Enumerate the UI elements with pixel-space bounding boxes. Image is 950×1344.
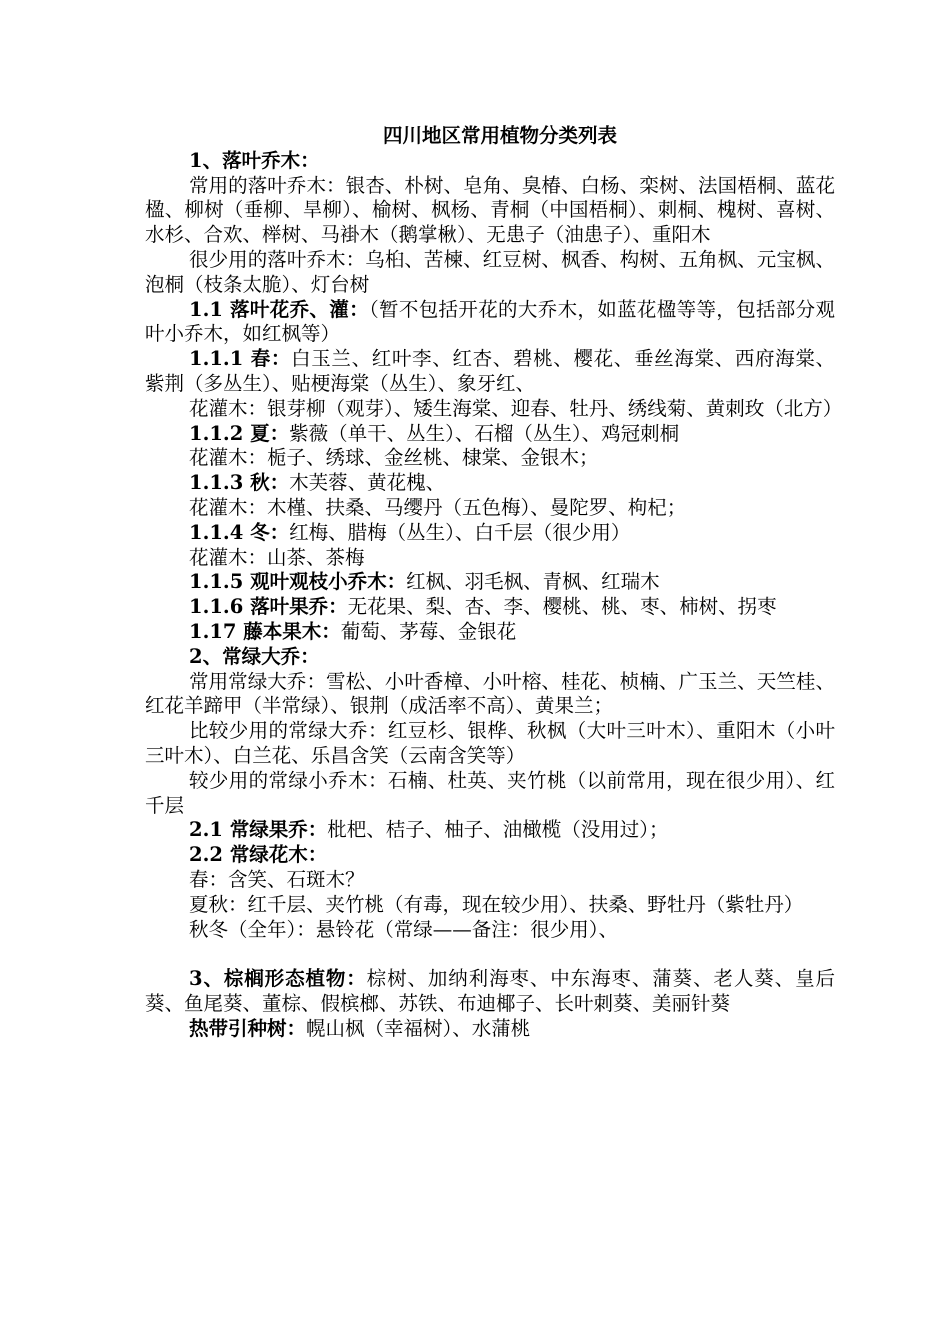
document-title: 四川地区常用植物分类列表 <box>382 124 617 147</box>
common-deciduous-trees: 常用的落叶乔木：银杏、朴树、皂角、臭椿、白杨、栾树、法国梧桐、蓝花楹、柳树（垂柳、旱柳）、榆树、枫杨、青桐（中国梧桐）、刺桐、槐树、喜树、水杉、合欢、榉树、马褂木（鹅掌楸）、无患子（油患子）、重阳木 <box>145 173 835 247</box>
evergreen-spring-flowers: 春：含笑、石斑木？ <box>189 867 365 891</box>
section-2-heading <box>145 645 835 670</box>
section-1-1-2 <box>145 422 835 447</box>
section-1-1-5-label: 1.1.5 观叶观枝小乔木： <box>189 570 407 594</box>
section-1-1-label: 1.1 落叶花乔、灌： <box>189 297 369 321</box>
section-1-1-1-text: 白玉兰、红叶李、红杏、碧桃、樱花、垂丝海棠、西府海棠、紫荆（多丛生）、贴梗海棠（丛生）、象牙红、 <box>145 347 835 395</box>
section-1-1-6-text: 无花果、梨、杏、李、樱桃、桃、枣、柿树、拐枣 <box>347 595 777 619</box>
section-3-label: 3、棕榈形态植物： <box>189 967 367 991</box>
section-2-1-text: 枇杷、桔子、柚子、油橄榄（没用过）； <box>327 818 669 842</box>
section-1-1-4-label: 1.1.4 冬： <box>189 520 290 544</box>
section-2-2-heading <box>145 843 835 868</box>
section-1-label: 1、落叶乔木： <box>189 148 320 172</box>
document-page <box>145 124 843 1041</box>
winter-shrubs: 花灌木：山茶、茶梅 <box>189 545 365 569</box>
section-1-1-3-text: 木芙蓉、黄花槐、 <box>289 471 446 495</box>
section-3 <box>145 967 835 1017</box>
section-1-1-4 <box>145 521 835 546</box>
common-evergreen-trees: 常用常绿大乔：雪松、小叶香樟、小叶榕、桂花、桢楠、广玉兰、天竺桂、红花羊蹄甲（半常绿）、银荆（成活率不高）、黄果兰； <box>145 669 835 718</box>
section-1-1-5 <box>145 570 835 595</box>
tropical-trees-text: 幌山枫（幸福树）、水蒲桃 <box>306 1016 531 1040</box>
section-2-label: 2、常绿大乔： <box>189 644 320 668</box>
tropical-trees <box>145 1017 835 1042</box>
section-2-1-label: 2.1 常绿果乔： <box>189 818 328 842</box>
section-1-17 <box>145 620 835 645</box>
section-1-1-1 <box>145 347 835 397</box>
evergreen-autumn-flowers: 秋冬（全年）：悬铃花（常绿——备注：很少用）、 <box>189 917 619 941</box>
summer-shrubs: 花灌木：栀子、绣球、金丝桃、棣棠、金银木； <box>189 446 599 470</box>
section-1-17-label: 1.17 藤本果木： <box>189 619 341 643</box>
section-1-1-2-label: 1.1.2 夏： <box>189 421 290 445</box>
section-1-1-text: （暂不包括开花的大乔木，如蓝花楹等等，包括部分观叶小乔木，如红枫等） <box>145 297 835 346</box>
section-1-1-5-text: 红枫、羽毛枫、青枫、红瑞木 <box>406 570 660 594</box>
section-1-1-1-label: 1.1.1 春： <box>189 347 292 371</box>
spring-shrubs: 花灌木：银芽柳（观芽）、矮生海棠、迎春、牡丹、绣线菊、黄刺玫（北方） <box>189 396 843 420</box>
rare-deciduous-trees: 很少用的落叶乔木：乌桕、苦楝、红豆树、枫香、构树、五角枫、元宝枫、泡桐（枝条太脆）、灯台树 <box>145 247 835 296</box>
section-1-1-3-label: 1.1.3 秋： <box>189 471 290 495</box>
rare-evergreen-small-trees: 较少用的常绿小乔木：石楠、杜英、夹竹桃（以前常用，现在很少用）、红千层 <box>145 768 835 817</box>
autumn-shrubs: 花灌木：木槿、扶桑、马缨丹（五色梅）、曼陀罗、枸杞； <box>189 495 687 519</box>
blank-line <box>145 942 835 967</box>
section-2-2-label: 2.2 常绿花木： <box>189 843 328 867</box>
section-1-1-6-label: 1.1.6 落叶果乔： <box>189 595 348 619</box>
section-1-1-2-text: 紫薇（单干、丛生）、石榴（丛生）、鸡冠刺桐 <box>289 421 680 445</box>
section-1-1-6 <box>145 595 835 620</box>
section-1-1-3 <box>145 471 835 496</box>
section-3-text: 棕树、加纳利海枣、中东海枣、蒲葵、老人葵、皇后葵、鱼尾葵、董棕、假槟榔、苏铁、布迪椰子、长叶刺葵、美丽针葵 <box>145 967 835 1015</box>
rare-evergreen-trees: 比较少用的常绿大乔：红豆杉、银桦、秋枫（大叶三叶木）、重阳木（小叶三叶木）、白兰花、乐昌含笑（云南含笑等） <box>145 719 835 767</box>
section-1-1 <box>145 298 835 348</box>
section-1-1-4-text: 红梅、腊梅（丛生）、白千层（很少用） <box>289 520 631 544</box>
evergreen-summer-flowers: 夏秋：红千层、夹竹桃（有毒，现在较少用）、扶桑、野牡丹（紫牡丹） <box>189 892 804 916</box>
tropical-trees-label: 热带引种树： <box>189 1016 307 1040</box>
section-1-17-text: 葡萄、茅莓、金银花 <box>340 619 517 643</box>
section-1-heading <box>145 149 835 174</box>
section-2-1 <box>145 818 835 843</box>
